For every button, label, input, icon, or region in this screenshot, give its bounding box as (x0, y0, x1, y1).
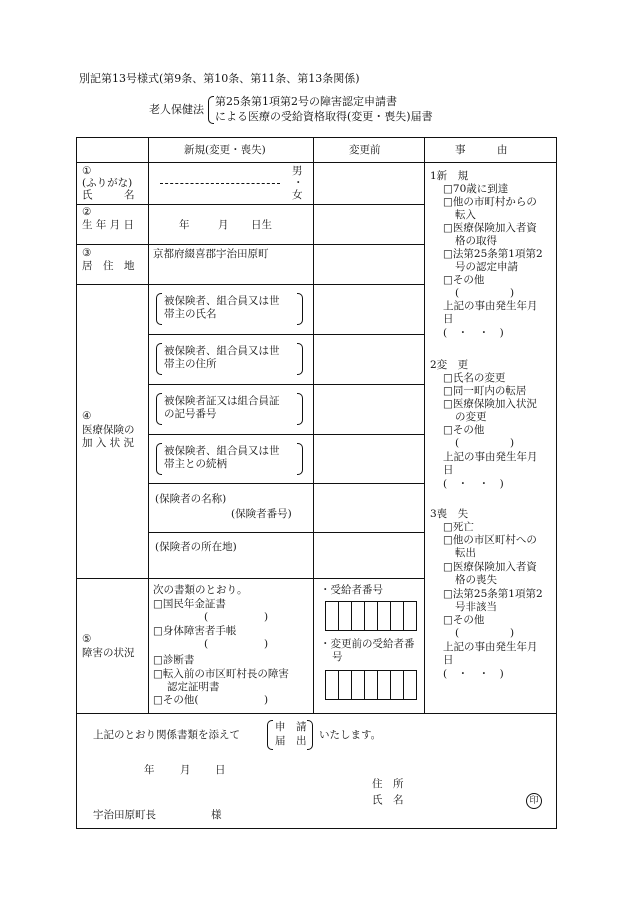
row-line-4c (148, 434, 425, 435)
prev-recipient-number-cell[interactable] (377, 670, 391, 700)
reason-new-other-paren-close: ) (510, 287, 515, 299)
reason-loss-transfer-out-checkbox[interactable]: □他の市区町村への (443, 534, 537, 546)
col-header-new: 新規(変更・喪失) (184, 144, 266, 156)
doc-diagnosis-checkbox[interactable]: □診断書 (153, 654, 195, 666)
bracket-left (156, 343, 162, 375)
row-birth-number: ② (82, 206, 92, 218)
row-line-1 (76, 204, 425, 205)
apply-option[interactable]: 申 請 (275, 721, 307, 733)
reason-loss-date-field[interactable]: ( ・ ・ ) (443, 668, 504, 680)
recipient-number-cell[interactable] (377, 601, 391, 631)
bracket-right (297, 293, 303, 325)
row-disability-label: 障害の状況 (82, 647, 135, 659)
doc-pension-paren-open: ( (204, 611, 209, 623)
row-birth-label: 生 年 月 日 (82, 219, 135, 231)
address-value: 京都府綴喜郡宇治田原町 (153, 248, 269, 260)
apply-notify-bracket-left (267, 720, 273, 750)
card-number-label-1: 被保険者証又は組合員証 (164, 395, 280, 407)
row-line-4d (148, 483, 425, 484)
reason-loss-transfer-out-label-2: 転出 (455, 547, 476, 559)
furigana-dashed-line (160, 183, 280, 184)
birth-month: 月 (218, 219, 229, 231)
row-line-2 (76, 244, 425, 245)
reason-change-date-field[interactable]: ( ・ ・ ) (443, 478, 504, 490)
reason-new-other-checkbox[interactable]: □その他 (443, 274, 485, 286)
row-line-4a (148, 334, 425, 335)
form-number: 別記第13号様式(第9条、第10条、第11条、第13条関係) (79, 72, 360, 85)
title-line-1: 第25条第1項第2号の障害認定申請書 (215, 95, 397, 108)
insurer-number-label: (保険者番号) (231, 508, 292, 520)
prev-recipient-number-cell[interactable] (338, 670, 352, 700)
reason-new-article25-label-2: 号の認定申請 (455, 261, 518, 273)
reason-new-other-paren-open: ( (455, 287, 460, 299)
doc-handbook-paren-open: ( (204, 638, 209, 650)
col-divider-3 (424, 137, 425, 713)
reason-change-date-label-2: 日 (443, 464, 454, 476)
statement-suffix: いたします。 (319, 729, 382, 741)
row-name-label: 氏 名 (82, 189, 135, 201)
reason-loss-date-label-1: 上記の事由発生年月 (443, 641, 538, 653)
doc-other-paren-close: ) (264, 694, 269, 706)
bracket-left (156, 393, 162, 425)
reason-loss-other-checkbox[interactable]: □その他 (443, 614, 485, 626)
col-header-reason: 事 由 (455, 144, 508, 156)
reason-change-insurance-checkbox[interactable]: □医療保険加入状況 (443, 398, 537, 410)
insured-address-label-2: 帯主の住所 (164, 358, 217, 370)
sex-male: 男 (292, 165, 303, 177)
recipient-number-cell[interactable] (364, 601, 378, 631)
recipient-number-cell[interactable] (403, 601, 417, 631)
reason-new-article25-checkbox[interactable]: □法第25条第1項第2 (443, 248, 543, 260)
row-line-header (76, 162, 556, 163)
apply-notify-bracket-right (307, 720, 313, 750)
statement-prefix: 上記のとおり関係書類を添えて (93, 729, 240, 741)
recipient-honorific: 様 (211, 809, 222, 821)
prev-recipient-number-label-2: 号 (332, 651, 343, 663)
row-address-number: ③ (82, 247, 92, 259)
reason-loss-insurance-checkbox[interactable]: □医療保険加入者資 (443, 561, 537, 573)
reason-loss-other-paren-open: ( (455, 627, 460, 639)
row-line-footer (76, 713, 556, 714)
bracket-left (156, 443, 162, 475)
reason-loss-date-label-2: 日 (443, 654, 454, 666)
seal-mark: 印 (526, 793, 542, 809)
recipient-number-cell[interactable] (351, 601, 365, 631)
bracket-right (297, 393, 303, 425)
bracket-right (297, 343, 303, 375)
prev-recipient-number-cell[interactable] (325, 670, 339, 700)
submit-date-day: 日 (215, 764, 226, 776)
title-brace (208, 96, 214, 124)
submit-date-year: 年 (144, 764, 155, 776)
reason-loss-other-paren-close: ) (510, 627, 515, 639)
recipient-number-label: ・受給者番号 (320, 584, 383, 596)
row-line-5 (76, 578, 425, 579)
insured-address-label-1: 被保険者、組合員又は世 (164, 345, 280, 357)
notify-option[interactable]: 届 出 (275, 735, 307, 747)
reason-loss-death-checkbox[interactable]: □死亡 (443, 521, 474, 533)
insurer-name-label: (保険者の名称) (155, 493, 227, 505)
prev-recipient-number-cell[interactable] (351, 670, 365, 700)
row-disability-number: ⑤ (82, 633, 92, 645)
prev-recipient-number-cell[interactable] (364, 670, 378, 700)
birth-year: 年 (179, 219, 190, 231)
doc-other-checkbox[interactable]: □その他( (153, 694, 199, 706)
reason-new-date-label-1: 上記の事由発生年月 (443, 300, 538, 312)
reason-loss-heading: 3喪 失 (430, 508, 469, 520)
doc-certificate-label-2: 認定証明書 (167, 681, 220, 693)
reason-new-date-field[interactable]: ( ・ ・ ) (443, 327, 504, 339)
doc-pension-checkbox[interactable]: □国民年金証書 (153, 598, 226, 610)
reason-loss-article25-checkbox[interactable]: □法第25条第1項第2 (443, 588, 543, 600)
card-number-label-2: の記号番号 (164, 408, 217, 420)
doc-pension-paren-close: ) (264, 611, 269, 623)
reason-new-heading: 1新 規 (430, 170, 469, 182)
row-insurance-label-2: 加 入 状 況 (82, 437, 135, 449)
bracket-left (156, 293, 162, 325)
birth-day: 日生 (251, 219, 272, 231)
row-insurance-label-1: 医療保険の (82, 424, 135, 436)
reason-change-move-checkbox[interactable]: □同一町内の転居 (443, 385, 527, 397)
recipient-number-cell[interactable] (338, 601, 352, 631)
col-header-before: 変更前 (349, 144, 381, 156)
title-line-2: による医療の受給資格取得(変更・喪失)届書 (215, 110, 433, 123)
prev-recipient-number-cell[interactable] (390, 670, 404, 700)
row-line-3 (76, 284, 425, 285)
disability-intro: 次の書類のとおり。 (153, 584, 248, 596)
reason-loss-article25-label-2: 号非該当 (455, 601, 497, 613)
insured-name-label-2: 帯主の氏名 (164, 308, 217, 320)
reason-new-insurance-label-2: 格の取得 (455, 235, 497, 247)
reason-change-insurance-label-2: の変更 (455, 411, 487, 423)
reason-loss-insurance-label-2: 格の喪失 (455, 574, 497, 586)
row-line-4b (148, 384, 425, 385)
col-divider-2 (313, 137, 314, 713)
row-address-label: 居 住 地 (82, 260, 135, 272)
prev-recipient-number-cell[interactable] (403, 670, 417, 700)
reason-change-name-checkbox[interactable]: □氏名の変更 (443, 372, 506, 384)
col-divider-1 (148, 137, 149, 713)
row-name-number: ① (82, 165, 92, 177)
reason-new-date-label-2: 日 (443, 313, 454, 325)
row-name-furigana-label: (ふりがな) (82, 177, 133, 189)
applicant-name-label: 氏 名 (372, 794, 404, 806)
reason-new-transfer-in-checkbox[interactable]: □他の市町村からの (443, 196, 537, 208)
recipient-office: 宇治田原町長 (93, 809, 156, 821)
law-name: 老人保健法 (149, 103, 204, 116)
sex-female: 女 (292, 189, 303, 201)
bracket-right (297, 443, 303, 475)
reason-new-transfer-in-label-2: 転入 (455, 209, 476, 221)
sex-dot: ・ (293, 177, 304, 189)
relationship-label-1: 被保険者、組合員又は世 (164, 445, 280, 457)
applicant-address-label: 住 所 (372, 778, 404, 790)
reason-change-date-label-1: 上記の事由発生年月 (443, 451, 538, 463)
reason-change-other-paren-open: ( (455, 437, 460, 449)
reason-change-other-checkbox[interactable]: □その他 (443, 424, 485, 436)
reason-new-insurance-checkbox[interactable]: □医療保険加入者資 (443, 222, 537, 234)
reason-change-other-paren-close: ) (510, 437, 515, 449)
doc-handbook-paren-close: ) (264, 638, 269, 650)
doc-certificate-checkbox[interactable]: □転入前の市区町村長の障害 (153, 668, 289, 680)
row-line-4e (148, 532, 425, 533)
row-insurance-number: ④ (82, 410, 92, 422)
submit-date-month: 月 (180, 764, 191, 776)
reason-change-heading: 2変 更 (430, 359, 469, 371)
prev-recipient-number-label-1: ・変更前の受給者番 (320, 638, 415, 650)
reason-new-70-checkbox[interactable]: □70歳に到達 (443, 183, 509, 195)
insurer-location-label: (保険者の所在地) (155, 541, 237, 553)
recipient-number-cell[interactable] (390, 601, 404, 631)
doc-handbook-checkbox[interactable]: □身体障害者手帳 (153, 625, 237, 637)
insured-name-label-1: 被保険者、組合員又は世 (164, 295, 280, 307)
recipient-number-cell[interactable] (325, 601, 339, 631)
relationship-label-2: 帯主との続柄 (164, 458, 227, 470)
